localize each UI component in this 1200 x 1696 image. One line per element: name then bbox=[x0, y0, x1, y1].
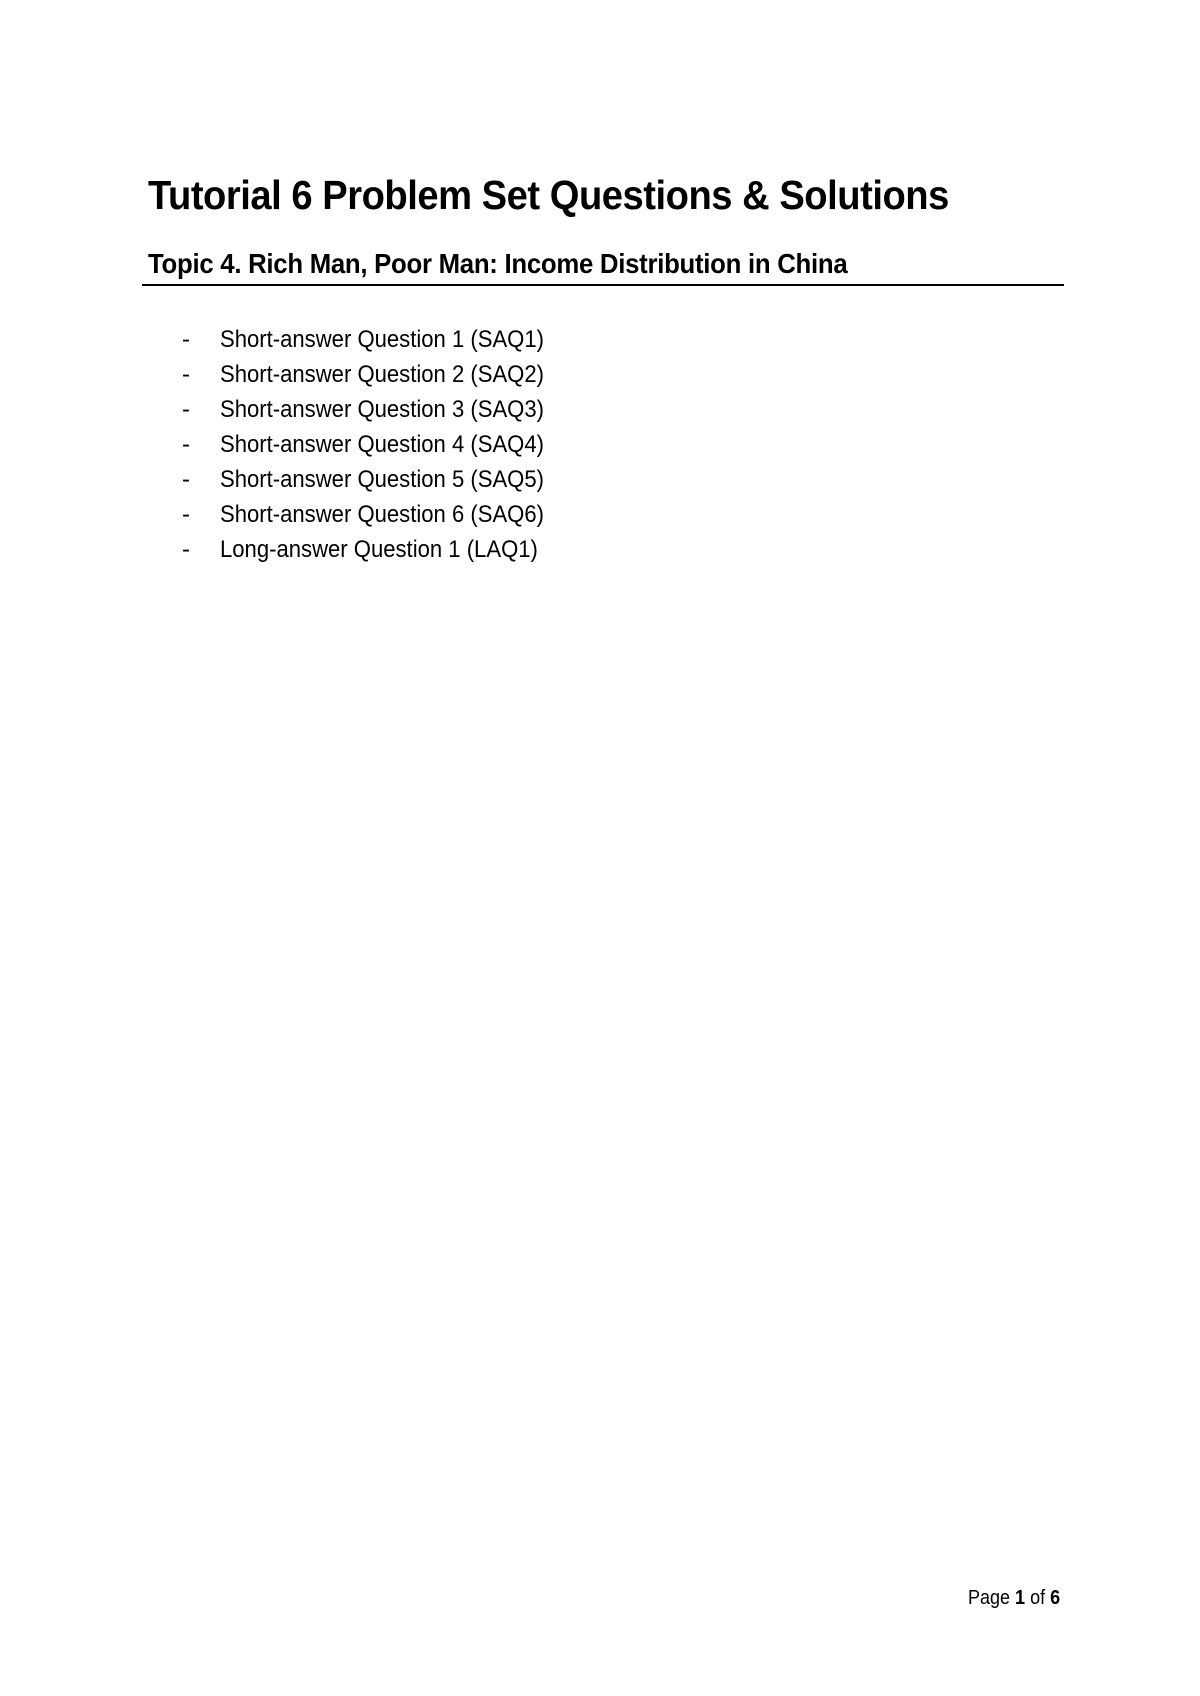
page-total: 6 bbox=[1050, 1587, 1061, 1609]
page-current: 1 bbox=[1015, 1587, 1026, 1609]
question-label: Short-answer Question 3 (SAQ3) bbox=[220, 396, 544, 423]
bullet-dash: - bbox=[182, 536, 190, 563]
page-number-footer bbox=[968, 1587, 1060, 1610]
question-label: Long-answer Question 1 (LAQ1) bbox=[220, 536, 538, 563]
bullet-dash: - bbox=[182, 431, 190, 458]
bullet-dash: - bbox=[182, 326, 190, 353]
question-label: Short-answer Question 1 (SAQ1) bbox=[220, 326, 544, 353]
page-label: Page bbox=[968, 1587, 1011, 1609]
bullet-dash: - bbox=[182, 501, 190, 528]
topic-heading: Topic 4. Rich Man, Poor Man: Income Distribution in China bbox=[148, 248, 848, 279]
bullet-dash: - bbox=[182, 466, 190, 493]
question-label: Short-answer Question 6 (SAQ6) bbox=[220, 501, 544, 528]
bullet-dash: - bbox=[182, 396, 190, 423]
bullet-dash: - bbox=[182, 361, 190, 388]
of-label: of bbox=[1030, 1587, 1046, 1609]
question-label: Short-answer Question 5 (SAQ5) bbox=[220, 466, 544, 493]
question-label: Short-answer Question 4 (SAQ4) bbox=[220, 431, 544, 458]
topic-heading-block bbox=[142, 246, 1064, 286]
document-title: Tutorial 6 Problem Set Questions & Solutions bbox=[148, 172, 949, 218]
question-label: Short-answer Question 2 (SAQ2) bbox=[220, 361, 544, 388]
